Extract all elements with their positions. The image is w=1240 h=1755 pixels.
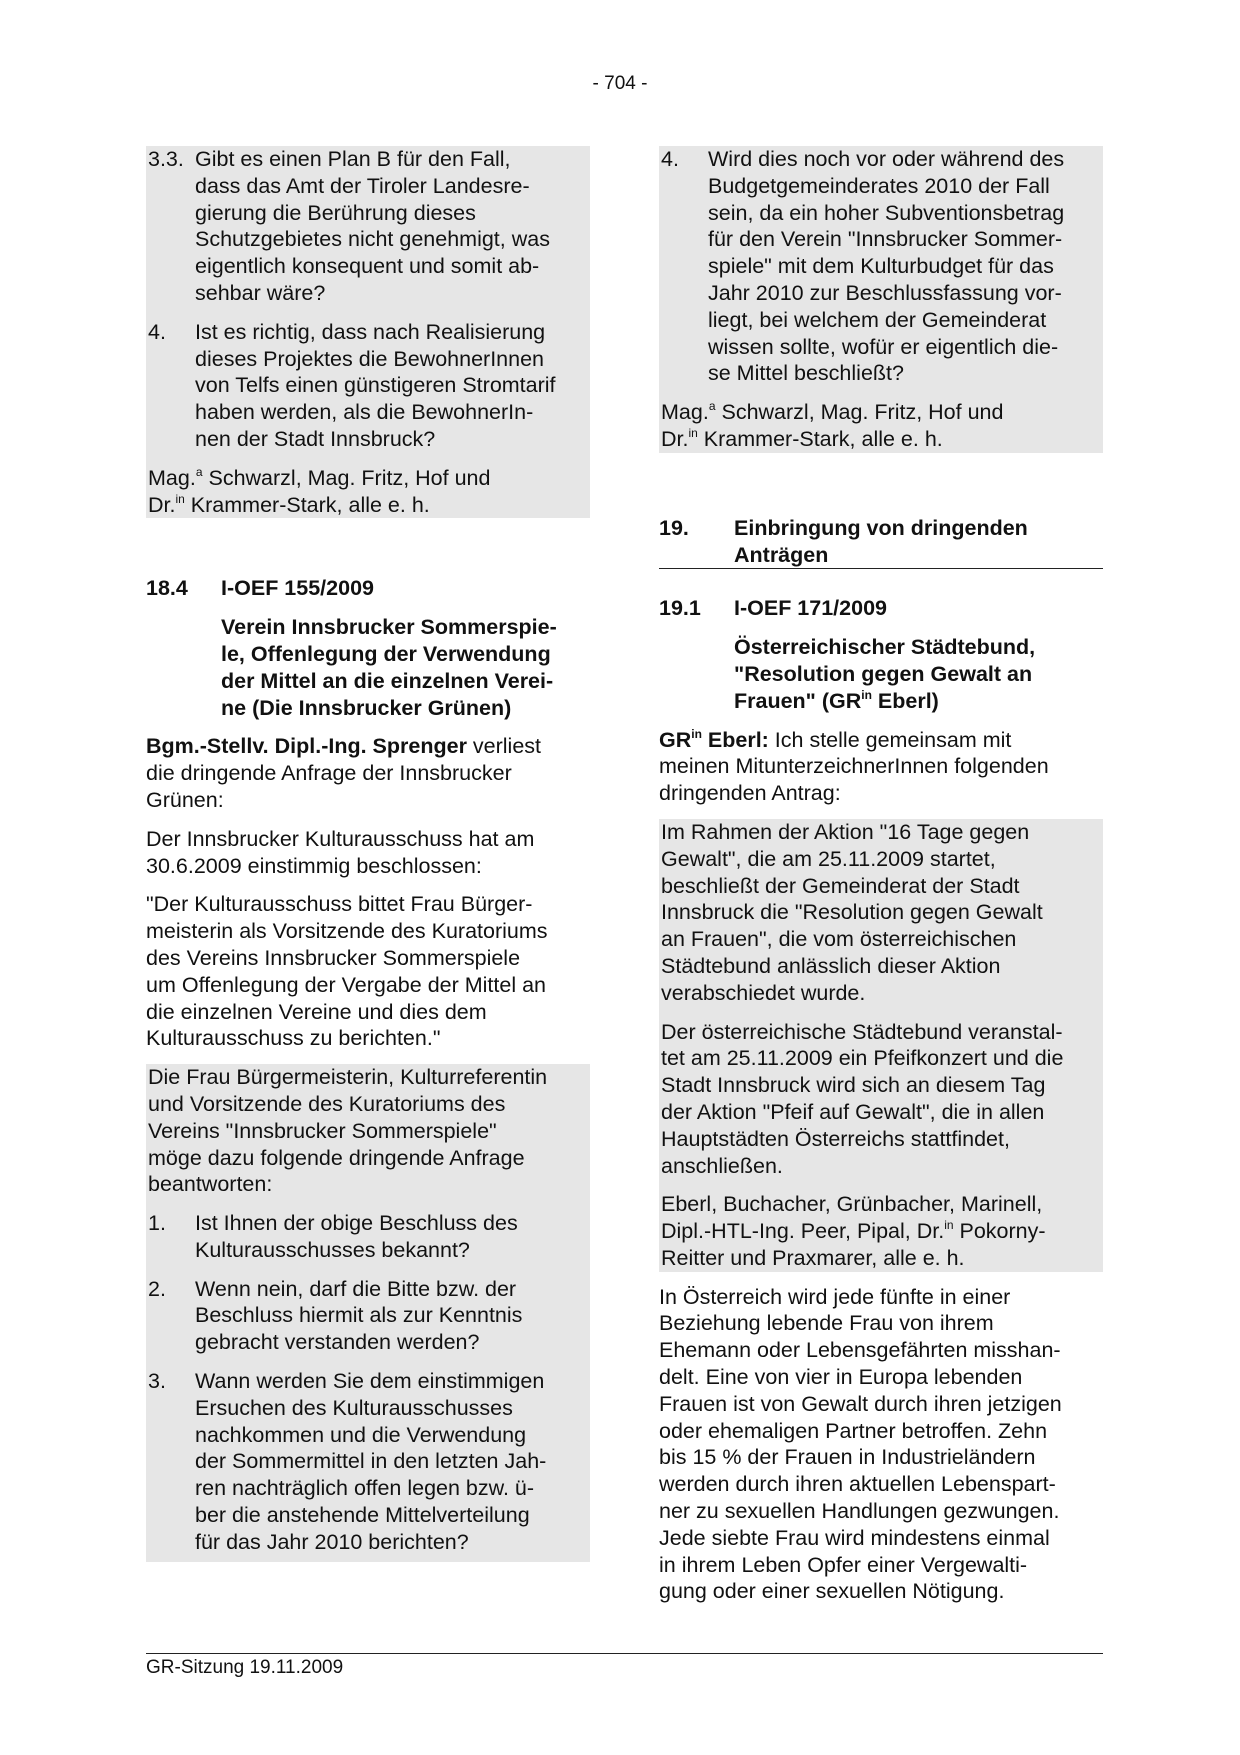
text-line: für den Verein "Innsbrucker Sommer- xyxy=(708,227,1063,252)
text-line: eigentlich konsequent und somit ab- xyxy=(195,254,540,279)
right-question-block xyxy=(659,146,1103,453)
list-item-4: 4. Wird dies noch vor oder während des Budgetgemeinderates 2010 der Fall sein, da ein hoher Subventionsbetrag für den Verein "Innsbrucker Sommer- spiele" mit dem Kulturbudget für das Jahr 2010 zur Beschlussfassung vor- liegt, bei welchem der Gemeinderat wissen sollte, wofür er eigentlich die- se Mittel beschließt? xyxy=(661,146,1103,387)
text-line: an Frauen", die vom österreichischen xyxy=(661,927,1017,952)
text-line: "Resolution gegen Gewalt an xyxy=(734,661,1033,686)
text-line: ren nachträglich offen legen bzw. ü- xyxy=(195,1476,535,1501)
text-line: meinen MitunterzeichnerInnen folgenden xyxy=(659,754,1049,779)
text-line: Innsbruck die "Resolution gegen Gewalt xyxy=(661,900,1043,925)
right-column xyxy=(659,146,1103,1605)
text-line: um Offenlegung der Vergabe der Mittel an xyxy=(146,972,546,997)
text-line: und Vorsitzende des Kuratoriums des xyxy=(148,1091,506,1116)
text-line: Grünen: xyxy=(146,787,224,812)
text-line: meisterin als Vorsitzende des Kuratoriums xyxy=(146,919,548,944)
motion-block xyxy=(659,819,1103,1272)
text-line: Einbringung von dringenden xyxy=(734,515,1028,540)
section-heading-19-1: 19.1 I-OEF 171/2009 xyxy=(659,596,887,621)
text-line: Jede siebte Frau wird mindestens einmal xyxy=(659,1525,1050,1550)
text-line: Stadt Innsbruck wird sich an diesem Tag xyxy=(661,1073,1046,1098)
text-line: sehbar wäre? xyxy=(195,280,326,305)
text-line: gebracht verstanden werden? xyxy=(195,1330,480,1355)
committee-paragraph xyxy=(146,826,590,880)
text-line: die dringende Anfrage der Innsbrucker xyxy=(146,761,512,786)
text-line: haben werden, als die BewohnerIn- xyxy=(195,400,534,425)
list-item-text xyxy=(195,146,590,307)
text-line: 30.6.2009 einstimmig beschlossen: xyxy=(146,853,482,878)
text-line: bis 15 % der Frauen in Industrieländern xyxy=(659,1445,1036,1470)
text-line: möge dazu folgende dringende Anfrage xyxy=(148,1145,525,1170)
text-line: Verein Innsbrucker Sommerspie- xyxy=(221,615,557,640)
justification-paragraph xyxy=(659,1284,1103,1606)
text-line: Hauptstädten Österreichs stattfindet, xyxy=(661,1126,1010,1151)
text-line: nen der Stadt Innsbruck? xyxy=(195,426,436,451)
text-line: Gewalt", die am 25.11.2009 startet, xyxy=(661,846,996,871)
text-line: dieses Projektes die BewohnerInnen xyxy=(195,346,544,371)
text-line: wissen sollte, wofür er eigentlich die- xyxy=(708,334,1059,359)
text-line: Städtebund anlässlich dieser Aktion xyxy=(661,953,1001,978)
text-line: Beschluss hiermit als zur Kenntnis xyxy=(195,1303,523,1328)
text-line: liegt, bei welchem der Gemeinderat xyxy=(708,307,1047,332)
text-line: Schutzgebietes nicht genehmigt, was xyxy=(195,227,550,252)
text-line: Ist Ihnen der obige Beschluss des xyxy=(195,1211,518,1236)
section-title xyxy=(146,614,590,721)
text-line: nachkommen und die Verwendung xyxy=(195,1422,527,1447)
text-line: gierung die Berührung dieses xyxy=(195,200,476,225)
text-line: werden durch ihren aktuellen Lebenspart- xyxy=(659,1472,1056,1497)
text-line: gung oder einer sexuellen Nötigung. xyxy=(659,1579,1005,1604)
signers: Mag.$^a$ Schwarzl, Mag. Fritz, Hof und Dr.$^{in}$ Krammer-Stark, alle e. h. xyxy=(148,464,491,517)
request-block xyxy=(146,1064,590,1562)
speaker-paragraph: Bgm.-Stellv. Dipl.-Ing. Sprenger verliest die dringende Anfrage der Innsbrucker Grünen: xyxy=(146,733,590,813)
text-line: ner zu sexuellen Handlungen gezwungen. xyxy=(659,1499,1060,1524)
list-item-4: 4. Ist es richtig, dass nach Realisierung dieses Projektes die BewohnerInnen von Telfs einen günstigeren Stromtarif haben werden, als die BewohnerIn- nen der Stadt Innsbruck? xyxy=(148,319,590,453)
list-item-3: 3. Wann werden Sie dem einstimmigen Ersuchen des Kulturausschusses nachkommen und die Verwendung der Sommermittel in den letzten Jah- ren nachträglich offen legen bzw. ü- ber die anstehende Mittelverteilung für das Jahr 2010 berichten? xyxy=(148,1368,590,1556)
text-line: Der Innsbrucker Kulturausschuss hat am xyxy=(146,826,535,851)
footer-divider xyxy=(146,1653,1103,1654)
text-line: Wird dies noch vor oder während des xyxy=(708,147,1065,171)
text-line: tet am 25.11.2009 ein Pfeifkonzert und die xyxy=(661,1046,1064,1071)
text-line: beantworten: xyxy=(148,1172,273,1197)
left-question-block xyxy=(146,146,590,518)
list-item-text xyxy=(195,319,590,453)
text-line: sein, da ein hoher Subventionsbetrag xyxy=(708,200,1065,225)
signers: Mag.$^a$ Schwarzl, Mag. Fritz, Hof und Dr.$^{in}$ Krammer-Stark, alle e. h. xyxy=(661,399,1004,451)
text-line: dringenden Antrag: xyxy=(659,781,841,806)
text-line: Im Rahmen der Aktion "16 Tage gegen xyxy=(661,819,1030,844)
text-line: des Vereins Innsbrucker Sommerspiele xyxy=(146,945,521,970)
text-line: Jahr 2010 zur Beschlussfassung vor- xyxy=(708,280,1062,305)
text-line: Wann werden Sie dem einstimmigen xyxy=(195,1369,545,1394)
text-line: der Aktion "Pfeif auf Gewalt", die in allen xyxy=(661,1099,1045,1124)
text-line: Anträgen xyxy=(734,542,829,567)
quote-paragraph xyxy=(146,891,590,1052)
motion-intro: $GR^{in}$ Eberl: Ich stelle gemeinsam mit meinen MitunterzeichnerInnen folgenden dringenden Antrag: xyxy=(659,727,1103,807)
text-line: le, Offenlegung der Verwendung xyxy=(221,641,551,666)
text-line: ber die anstehende Mittelverteilung xyxy=(195,1503,530,1528)
list-item-1: 1. Ist Ihnen der obige Beschluss des Kulturausschusses bekannt? xyxy=(148,1210,590,1264)
text-line: Vereins "Innsbrucker Sommerspiele" xyxy=(148,1118,497,1143)
text-line: in ihrem Leben Opfer einer Vergewalti- xyxy=(659,1552,1028,1577)
text-line: Der österreichische Städtebund veranstal- xyxy=(661,1019,1063,1044)
text-line: Ersuchen des Kulturausschusses xyxy=(195,1395,513,1420)
motion-signers: Eberl, Buchacher, Grünbacher, Marinell, Dipl.-HTL-Ing. Peer, Pipal, Dr.$^{in}$ Pokorny- Reitter und Praxmarer, alle e. h. xyxy=(661,1192,1046,1270)
text-line: die einzelnen Vereine und dies dem xyxy=(146,999,487,1024)
text-line: dass das Amt der Tiroler Landesre- xyxy=(195,173,530,198)
text-line: Budgetgemeinderates 2010 der Fall xyxy=(708,173,1050,198)
text-line: In Österreich wird jede fünfte in einer xyxy=(659,1284,1011,1309)
text-line: Frauen ist von Gewalt durch ihren jetzigen xyxy=(659,1391,1062,1416)
text-line: Kulturausschusses bekannt? xyxy=(195,1237,470,1262)
text-line: Ist es richtig, dass nach Realisierung xyxy=(195,319,546,344)
text-line: "Der Kulturausschuss bittet Frau Bürger- xyxy=(146,892,533,917)
text-line: der Sommermittel in den letzten Jah- xyxy=(195,1449,547,1474)
text-line: für das Jahr 2010 berichten? xyxy=(195,1529,469,1554)
text-line: von Telfs einen günstigeren Stromtarif xyxy=(195,373,556,398)
text-line: Kulturausschuss zu berichten." xyxy=(146,1026,441,1051)
text-line: verabschiedet wurde. xyxy=(661,980,866,1005)
text-line: delt. Eine von vier in Europa lebenden xyxy=(659,1365,1023,1390)
text-line: Die Frau Bürgermeisterin, Kulturreferentin xyxy=(148,1065,548,1090)
text-line: spiele" mit dem Kulturbudget für das xyxy=(708,254,1054,279)
section-heading-18-4: 18.4 I-OEF 155/2009 xyxy=(146,576,374,601)
list-item-2: 2. Wenn nein, darf die Bitte bzw. der Beschluss hiermit als zur Kenntnis gebracht verstanden werden? xyxy=(148,1276,590,1356)
text-line: Ehemann oder Lebensgefährten misshan- xyxy=(659,1338,1061,1363)
text-line: ne (Die Innsbrucker Grünen) xyxy=(221,695,512,720)
text-line: der Mittel an die einzelnen Verei- xyxy=(221,668,554,693)
text-line: beschließt der Gemeinderat der Stadt xyxy=(661,873,1020,898)
section-heading-19: 19. Einbringung von dringenden Anträgen xyxy=(659,515,1103,570)
section-title: Österreichischer Städtebund, "Resolution gegen Gewalt an Frauen" ($GR^{in}$ Eberl) xyxy=(659,634,1103,714)
footer-text: GR-Sitzung 19.11.2009 xyxy=(146,1657,344,1678)
text-line: Österreichischer Städtebund, xyxy=(734,635,1036,660)
text-line: Gibt es einen Plan B für den Fall, xyxy=(195,147,511,171)
text-line: Wenn nein, darf die Bitte bzw. der xyxy=(195,1276,517,1301)
text-line: se Mittel beschließt? xyxy=(708,361,904,386)
list-item-3-3: 3.3. Gibt es einen Plan B für den Fall, dass das Amt der Tiroler Landesre- gierung die Berührung dieses Schutzgebietes nicht genehmigt, was eigentlich konsequent und somit ab- sehbar wäre? xyxy=(148,146,590,307)
page-number: - 704 - xyxy=(592,73,648,94)
text-line: anschließen. xyxy=(661,1153,783,1178)
text-line: Beziehung lebende Frau von ihrem xyxy=(659,1311,994,1336)
left-column xyxy=(146,146,590,1562)
text-line: oder ehemaligen Partner betroffen. Zehn xyxy=(659,1418,1048,1443)
